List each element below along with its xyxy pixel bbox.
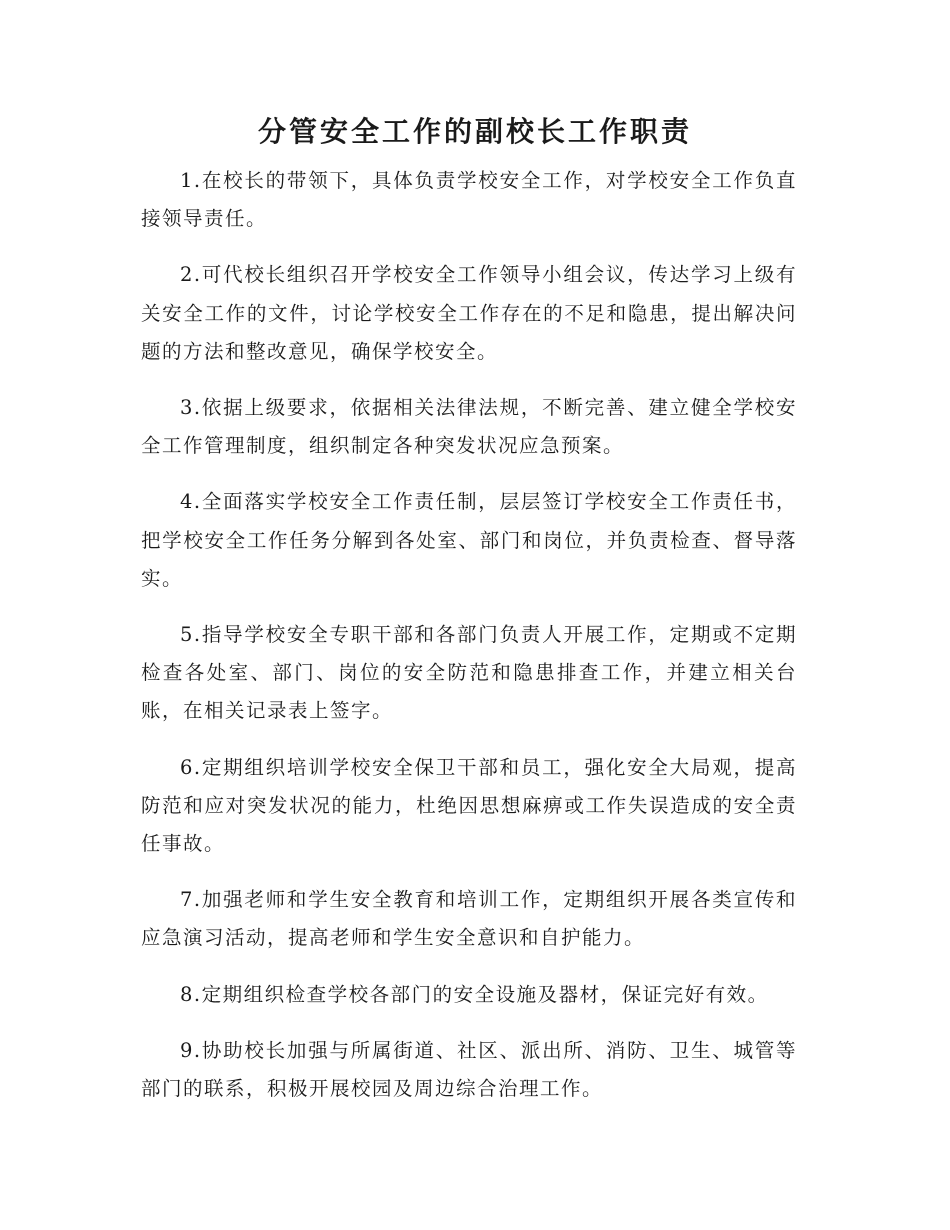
paragraph-2: 2.可代校长组织召开学校安全工作领导小组会议，传达学习上级有关安全工作的文件，讨论学校安全工作存在的不足和隐患，提出解决问题的方法和整改意见，确保学校安全。	[141, 263, 797, 363]
paragraph-9: 9.协助校长加强与所属街道、社区、派出所、消防、卫生、城管等部门的联系，积极开展校园及周边综合治理工作。	[141, 1038, 797, 1101]
paragraph-4: 4.全面落实学校安全工作责任制，层层签订学校安全工作责任书，把学校安全工作任务分解到各处室、部门和岗位，并负责检查、督导落实。	[141, 490, 797, 590]
document-title: 分管安全工作的副校长工作职责	[257, 115, 692, 148]
paragraph-6: 6.定期组织培训学校安全保卫干部和员工，强化安全大局观，提高防范和应对突发状况的能力，杜绝因思想麻痹或工作失误造成的安全责任事故。	[141, 755, 797, 856]
document-body	[141, 162, 797, 1126]
paragraph-1: 1.在校长的带领下，具体负责学校安全工作，对学校安全工作负直接领导责任。	[141, 169, 797, 231]
paragraph-7: 7.加强老师和学生安全教育和培训工作，定期组织开展各类宣传和应急演习活动，提高老师和学生安全意识和自护能力。	[141, 888, 797, 950]
paragraph-3: 3.依据上级要求，依据相关法律法规，不断完善、建立健全学校安全工作管理制度，组织制定各种突发状况应急预案。	[141, 396, 797, 458]
paragraph-5: 5.指导学校安全专职干部和各部门负责人开展工作，定期或不定期检查各处室、部门、岗位的安全防范和隐患排查工作，并建立相关台账，在相关记录表上签字。	[141, 623, 797, 723]
paragraph-8: 8.定期组织检查学校各部门的安全设施及器材，保证完好有效。	[180, 982, 769, 1006]
